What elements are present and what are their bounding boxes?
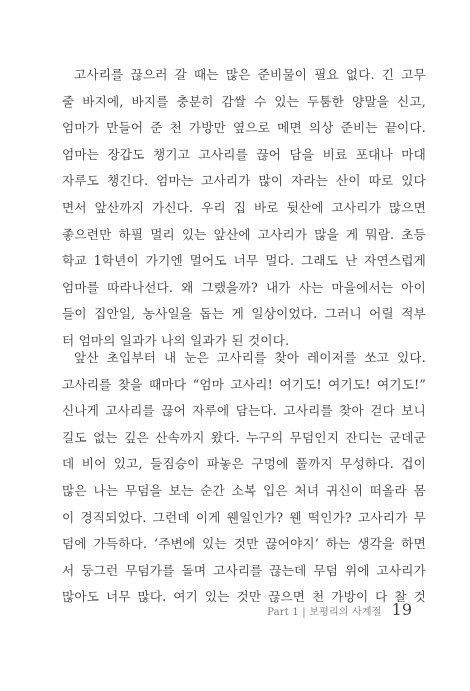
text-line: 면서 앞산까지 가신다. 우리 집 바로 뒷산에 고사리가 많으면: [62, 199, 426, 215]
text-line: 서 둥그런 무덤가를 돌며 고사리를 끊는데 무덤 위에 고사리가: [62, 562, 426, 578]
text-line: 데 비어 있고, 들짐승이 파놓은 구멍에 풀까지 무성하다. 겁이: [62, 456, 426, 472]
text-line: 엄마를 따라나선다. 왜 그랬을까? 내가 사는 마을에서는 아이: [62, 279, 426, 295]
text-line: 들이 집안일, 농사일을 돕는 게 일상이었다. 그러니 어릴 적부: [62, 306, 426, 322]
text-line: 앞산 초입부터 내 눈은 고사리를 찾아 레이저를 쏘고 있다.: [74, 350, 426, 365]
text-line: 많은 나는 무덤을 보는 순간 소복 입은 처녀 귀신이 떠올라 몸: [62, 482, 426, 498]
text-line: 줄 바지에, 바지를 충분히 감쌀 수 있는 두툼한 양말을 신고,: [62, 93, 426, 109]
paragraph-1: [62, 62, 426, 355]
text-line: 길도 없는 깊은 산속까지 왔다. 누구의 무덤인지 잔디는 군데군: [62, 429, 426, 445]
text-line: 고사리를 찾을 때마다 “엄마 고사리! 여기도! 여기도! 여기도!”: [62, 376, 426, 392]
text-line: 많아도 너무 많다. 여기 있는 것만 끊으면 천 가방이 다 찰 것: [62, 589, 426, 605]
text-line: 고사리를 끊으러 갈 때는 많은 준비물이 필요 없다. 긴 고무: [74, 67, 426, 82]
text-line: 엄마가 만들어 준 천 가방만 옆으로 메면 의상 준비는 끝이다.: [62, 120, 426, 136]
text-line: 덤에 가득하다. ‘주변에 있는 것만 끊어야지’ 하는 생각을 하면: [62, 536, 426, 552]
paragraph-2: [62, 345, 426, 611]
text-line: 이 경직되었다. 그런데 이게 웬일인가? 웬 떡인가? 고사리가 무: [62, 509, 426, 525]
page-footer: [267, 600, 412, 619]
text-line: 터 엄마의 일과가 나의 일과가 된 것이다.: [62, 332, 290, 348]
text-line: 좋으련만 하필 멀리 있는 앞산에 고사리가 많을 게 뭐람. 초등: [62, 226, 426, 242]
page-number: 19: [391, 600, 412, 619]
text-line: 엄마는 장갑도 챙기고 고사리를 끊어 담을 비료 포대나 마대: [62, 146, 426, 162]
text-line: 신나게 고사리를 끊어 자루에 담는다. 고사리를 찾아 걷다 보니: [62, 403, 426, 419]
text-line: 학교 1학년이 가기엔 멀어도 너무 멀다. 그래도 난 자연스럽게: [62, 253, 426, 269]
running-head: Part 1 | 보평리의 사계절: [267, 607, 382, 618]
text-line: 자루도 챙긴다. 엄마는 고사리가 많이 자라는 산이 따로 있다: [62, 173, 426, 189]
